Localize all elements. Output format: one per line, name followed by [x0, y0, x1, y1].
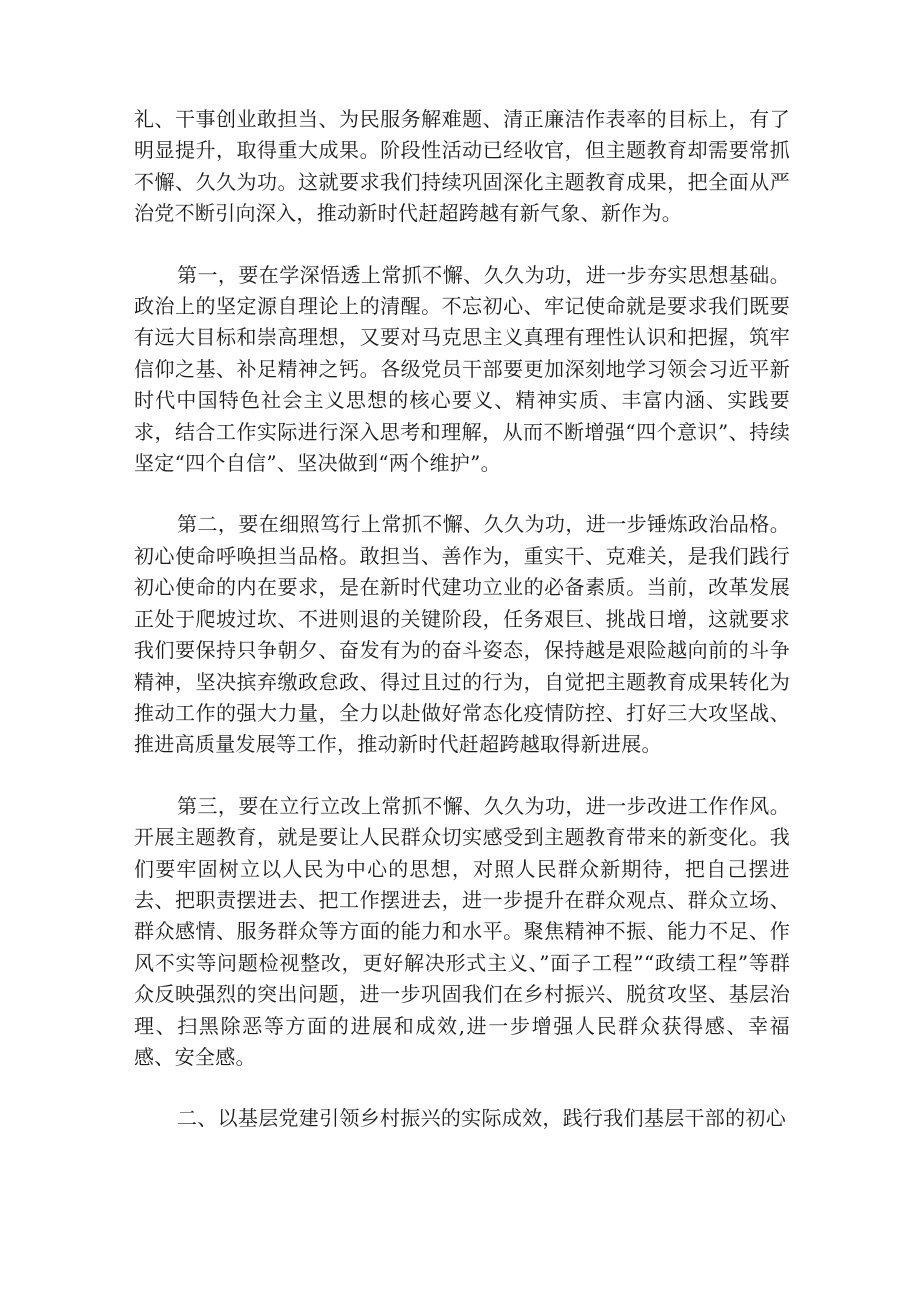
document-body [134, 104, 790, 1135]
paragraph-intro-continuation: 礼、干事创业敢担当、为民服务解难题、清正廉洁作表率的目标上，有了明显提升，取得重大成果。阶段性活动已经收官，但主题教育却需要常抓不懈、久久为功。这就要求我们持续巩固深化主题教育成果，把全面从严治党不断引向深入，推动新时代赶超跨越有新气象、新作为。 [134, 107, 790, 226]
paragraph-point-one: 第一，要在学深悟透上常抓不懈、久久为功，进一步夯实思想基础。政治上的坚定源自理论上的清醒。不忘初心、牢记使命就是要求我们既要有远大目标和崇高理想，又要对马克思主义真理有理性认识和把握，筑牢信仰之基、补足精神之钙。各级党员干部要更加深刻地学习领会习近平新时代中国特色社会主义思想的核心要义、精神实质、丰富内涵、实践要求，结合工作实际进行深入思考和理解，从而不断增强“四个意识”、持续坚定“四个自信”、坚决做到“两个维护”。 [134, 262, 790, 476]
paragraph-point-two: 第二，要在细照笃行上常抓不懈、久久为功，进一步锤炼政治品格。初心使命呼唤担当品格。敢担当、善作为，重实干、克难关，是我们践行初心使命的内在要求，是在新时代建功立业的必备素质。当前，改革发展正处于爬坡过坎、不进则退的关键阶段，任务艰巨、挑战日增，这就要求我们要保持只争朝夕、奋发有为的奋斗姿态，保持越是艰险越向前的斗争精神，坚决摈弃缴政怠政、得过且过的行为，自觉把主题教育成果转化为推动工作的强大力量，全力以赴做好常态化疫情防控、打好三大攻坚战、推进高质量发展等工作，推动新时代赶超跨越取得新进展。 [134, 512, 790, 757]
paragraph-point-three: 第三，要在立行立改上常抓不懈、久久为功，进一步改进工作作风。开展主题教育，就是要让人民群众切实感受到主题教育带来的新变化。我们要牢固树立以人民为中心的思想，对照人民群众新期待，把自己摆进去、把职责摆进去、把工作摆进去，进一步提升在群众观点、群众立场、群众感情、服务群众等方面的能力和水平。聚焦精神不振、能力不足、作风不实等问题检视整改，更好解决形式主义、”面子工程”“政绩工程”等群众反映强烈的突出问题，进一步巩固我们在乡村振兴、脱贫攻坚、基层治理、扫黑除恶等方面的进展和成效,进一步增强人民群众获得感、幸福感、安全感。 [134, 793, 790, 1069]
section-two-heading: 二、以基层党建引领乡村振兴的实际成效，践行我们基层干部的初心 [177, 1106, 786, 1131]
